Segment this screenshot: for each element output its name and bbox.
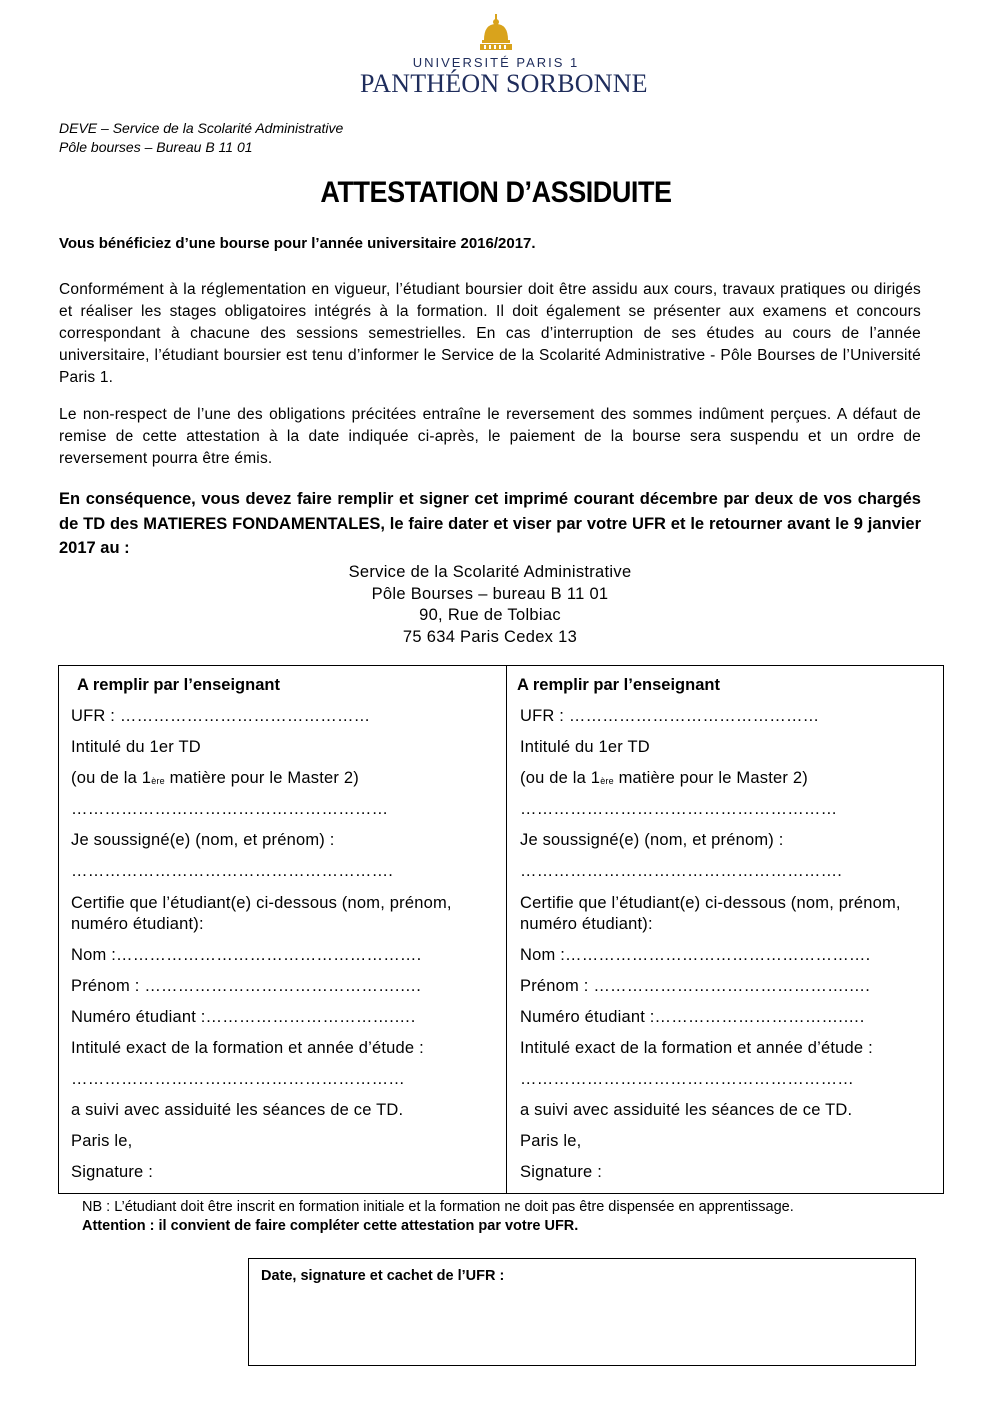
form-heading: A remplir par l’enseignant bbox=[77, 676, 280, 694]
ufr-stamp-label: Date, signature et cachet de l’UFR : bbox=[261, 1268, 505, 1284]
ufr-field[interactable]: UFR : ……………………………………… bbox=[520, 707, 820, 725]
certify-label: Certifie que l’étudiant(e) ci-dessous (nom, prénom, numéro étudiant): bbox=[71, 894, 452, 933]
signature-field[interactable]: Signature : bbox=[520, 1163, 603, 1181]
master-note: (ou de la $1_{ère}$ matière pour le Master 2) bbox=[71, 769, 359, 787]
master-note: (ou de la $1_{ère}$ matière pour le Master 2) bbox=[520, 769, 808, 787]
address-line-3: 90, Rue de Tolbiac bbox=[419, 606, 561, 624]
td-title-label: Intitulé du 1er TD bbox=[71, 738, 201, 756]
address-line-1: Service de la Scolarité Administrative bbox=[348, 563, 632, 581]
td-title-label: Intitulé du 1er TD bbox=[520, 738, 650, 756]
logo-university-name: UNIVERSITÉ PARIS 1 bbox=[412, 55, 580, 70]
university-logo bbox=[360, 14, 648, 100]
student-lastname-field[interactable]: Nom :………………………………………………. bbox=[520, 946, 871, 964]
ufr-field[interactable]: UFR : ……………………………………… bbox=[71, 707, 371, 725]
attendance-statement: a suivi avec assiduité les séances de ce TD. bbox=[520, 1101, 853, 1119]
nb-text: NB : L’étudiant doit être inscrit en formation initiale et la formation ne doit pas être dispensée en apprentissage. bbox=[82, 1199, 794, 1215]
teacher-form-table bbox=[58, 665, 944, 1194]
document-title: ATTESTATION D’ASSIDUITE bbox=[320, 176, 672, 209]
column-divider bbox=[506, 666, 507, 1193]
teacher-name-field[interactable]: …………………………………………………. bbox=[71, 862, 394, 880]
nb-attention: Attention : il convient de faire compléter cette attestation par votre UFR. bbox=[82, 1218, 579, 1234]
student-firstname-field[interactable]: Prénom : ……………………………………….…. bbox=[520, 977, 871, 995]
regulation-paragraph: Conformément à la réglementation en vigueur, l’étudiant boursier doit être assidu aux cours, travaux pratiques ou dirigés et réaliser les stages obligatoires intégrés à la formation. Il doit également se présenter aux examens et concours correspondant à chacune des sessions semestrielles. En cas d’interruption de ses études au cours de l’année universitaire, l’étudiant boursier est tenu d’informer le Service de la Scolarité Administrative - Pôle Bourses de l’Université Paris 1. bbox=[59, 281, 921, 386]
pantheon-dome-icon bbox=[476, 14, 516, 52]
service-line-2: Pôle bourses – Bureau B 11 01 bbox=[59, 139, 253, 155]
logo-pantheon-sorbonne: PANTHÉON SORBONNE bbox=[360, 69, 648, 98]
instruction-paragraph: En conséquence, vous devez faire remplir et signer cet imprimé courant décembre par deux de vos chargés de TD des MATIERES FONDAMENTALES, le faire dater et viser par votre UFR et le retourner avant le 9 janvier 2017 au : bbox=[59, 490, 921, 557]
certify-label: Certifie que l’étudiant(e) ci-dessous (nom, prénom, numéro étudiant): bbox=[520, 894, 901, 933]
paris-date-field[interactable]: Paris le, bbox=[520, 1132, 582, 1150]
address-line-2: Pôle Bourses – bureau B 11 01 bbox=[371, 584, 609, 603]
student-lastname-field[interactable]: Nom :………………………………………………. bbox=[71, 946, 422, 964]
service-line-1: DEVE – Service de la Scolarité Administrative bbox=[59, 120, 344, 136]
paris-date-field[interactable]: Paris le, bbox=[71, 1132, 133, 1150]
teacher-name-field[interactable]: …………………………………………………. bbox=[520, 862, 843, 880]
td-title-field[interactable]: ………………………………………………… bbox=[520, 800, 838, 818]
nb-note bbox=[82, 1198, 842, 1236]
td-title-field[interactable]: ………………………………………………… bbox=[71, 800, 389, 818]
formation-label: Intitulé exact de la formation et année d’étude : bbox=[520, 1039, 873, 1057]
teacher-name-label: Je soussigné(e) (nom, et prénom) : bbox=[520, 831, 784, 849]
student-number-field[interactable]: Numéro étudiant :…………………………….…. bbox=[520, 1008, 865, 1026]
form-heading: A remplir par l’enseignant bbox=[517, 676, 720, 694]
address-line-4: 75 634 Paris Cedex 13 bbox=[402, 627, 578, 646]
signature-field[interactable]: Signature : bbox=[71, 1163, 154, 1181]
ufr-stamp-box[interactable] bbox=[248, 1258, 916, 1366]
penalty-paragraph: Le non-respect de l’une des obligations précitées entraîne le reversement des sommes indûment perçues. A défaut de remise de cette attestation à la date indiquée ci-après, le paiement de la bourse sera suspendu et un ordre de reversement pourra être émis. bbox=[59, 406, 921, 467]
formation-field[interactable]: …………………………………………………… bbox=[71, 1070, 405, 1088]
formation-field[interactable]: …………………………………………………… bbox=[520, 1070, 854, 1088]
teacher-name-label: Je soussigné(e) (nom, et prénom) : bbox=[71, 831, 335, 849]
service-header bbox=[59, 119, 343, 157]
formation-label: Intitulé exact de la formation et année d’étude : bbox=[71, 1039, 424, 1057]
return-address bbox=[0, 562, 980, 648]
student-firstname-field[interactable]: Prénom : ……………………………………….…. bbox=[71, 977, 422, 995]
intro-statement: Vous bénéficiez d’une bourse pour l’année universitaire 2016/2017. bbox=[59, 235, 536, 252]
attendance-statement: a suivi avec assiduité les séances de ce TD. bbox=[71, 1101, 404, 1119]
student-number-field[interactable]: Numéro étudiant :…………………………….…. bbox=[71, 1008, 416, 1026]
